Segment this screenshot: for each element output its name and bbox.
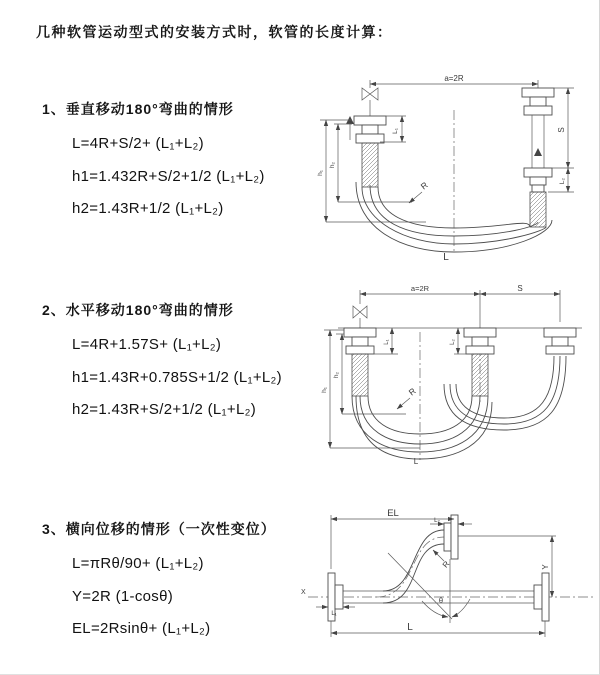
formula-line: h2=1.43R+1/2 (L₁+L₂) bbox=[72, 200, 224, 217]
hose-curves-position1 bbox=[352, 396, 492, 459]
diagram-lateral-displacement bbox=[298, 503, 600, 645]
dim-label-theta: θ bbox=[438, 596, 444, 605]
angle-construction bbox=[388, 553, 470, 623]
diagram-vertical-180-bend bbox=[306, 72, 598, 264]
valve-icon bbox=[353, 306, 367, 328]
formula-line: EL=2Rsinθ+ (L₁+L₂) bbox=[72, 620, 211, 637]
section-vertical-bend bbox=[42, 99, 265, 226]
hose-braid bbox=[530, 192, 546, 227]
right-connector bbox=[544, 328, 576, 354]
section-1-formulas bbox=[72, 128, 265, 226]
radius-leader bbox=[433, 550, 452, 569]
radius-leader bbox=[409, 180, 430, 203]
dim-label-l1: L₁ bbox=[384, 339, 390, 345]
dim-label-el: EL bbox=[387, 508, 399, 519]
doc-title: 几种软管运动型式的安装方式时，软管的长度计算： bbox=[36, 24, 393, 40]
dim-label-l1: L₁ bbox=[392, 128, 399, 134]
hose-curves-position2 bbox=[444, 356, 566, 430]
middle-connector bbox=[464, 328, 496, 396]
formula-line: h2=1.43R+S/2+1/2 (L₁+L₂) bbox=[72, 401, 257, 418]
dim-label-y: Y bbox=[541, 564, 550, 570]
dimension-a2r bbox=[360, 284, 560, 328]
axis-label-x: X bbox=[301, 589, 306, 596]
section-2-heading: 2、水平移动180°弯曲的情形 bbox=[42, 302, 234, 318]
left-connector bbox=[346, 116, 386, 187]
dimension-a2r bbox=[370, 74, 538, 88]
dim-label-a2r: a=2R bbox=[444, 74, 464, 83]
left-connector bbox=[344, 328, 376, 396]
formula-line: Y=2R (1-cosθ) bbox=[72, 587, 174, 605]
dim-label-l2: L₂ bbox=[450, 339, 456, 345]
dim-label-h2: h₂ bbox=[333, 371, 340, 379]
radius-leader bbox=[397, 386, 418, 409]
valve-icon bbox=[362, 88, 378, 116]
motion-arrow-icon bbox=[534, 148, 542, 156]
formula-line: L=4R+1.57S+ (L₁+L₂) bbox=[72, 336, 222, 353]
dim-label-l: L bbox=[443, 252, 449, 263]
hose-braid bbox=[352, 354, 368, 396]
formula-line: h1=1.43R+0.785S+1/2 (L₁+L₂) bbox=[72, 368, 282, 386]
dimension-l bbox=[331, 621, 545, 637]
dim-label-r: R bbox=[440, 559, 452, 570]
dim-label-h2: h₂ bbox=[329, 161, 336, 169]
right-flange bbox=[534, 573, 549, 621]
dim-label-s: S bbox=[557, 127, 566, 133]
section-2-formulas bbox=[72, 329, 282, 427]
right-connector bbox=[522, 88, 554, 227]
section-3-heading: 3、横向位移的情形（一次性变位） bbox=[42, 521, 276, 537]
hose-braid bbox=[362, 143, 378, 187]
dim-label-l2: L₂ bbox=[434, 518, 440, 524]
dim-label-l2: L₂ bbox=[559, 177, 566, 185]
dim-label-l: L bbox=[413, 457, 419, 466]
hose-s-curve bbox=[376, 530, 444, 603]
section-3-formulas bbox=[72, 548, 276, 646]
section-horizontal-bend bbox=[42, 300, 282, 427]
dim-label-r: R bbox=[418, 179, 430, 192]
upper-flange bbox=[444, 515, 458, 559]
dim-label-s: S bbox=[517, 284, 523, 293]
formula-line: h1=1.432R+S/2+1/2 (L₁+L₂) bbox=[72, 167, 265, 185]
dim-label-h1: h₁ bbox=[321, 387, 328, 393]
dim-label-l1: L₁ bbox=[331, 611, 337, 617]
dim-label-h1: h₁ bbox=[317, 170, 324, 176]
dim-label-a2r: a=2R bbox=[410, 284, 430, 293]
hose-braid bbox=[472, 354, 488, 396]
dim-label-l: L bbox=[407, 622, 413, 633]
section-lateral-displacement bbox=[42, 519, 276, 646]
formula-line: L=4R+S/2+ (L₁+L₂) bbox=[72, 135, 204, 152]
diagram-horizontal-180-bend bbox=[310, 282, 598, 467]
formula-line: L=πRθ/90+ (L₁+L₂) bbox=[72, 555, 204, 572]
dim-label-r: R bbox=[406, 385, 418, 398]
section-1-heading: 1、垂直移动180°弯曲的情形 bbox=[42, 101, 234, 117]
